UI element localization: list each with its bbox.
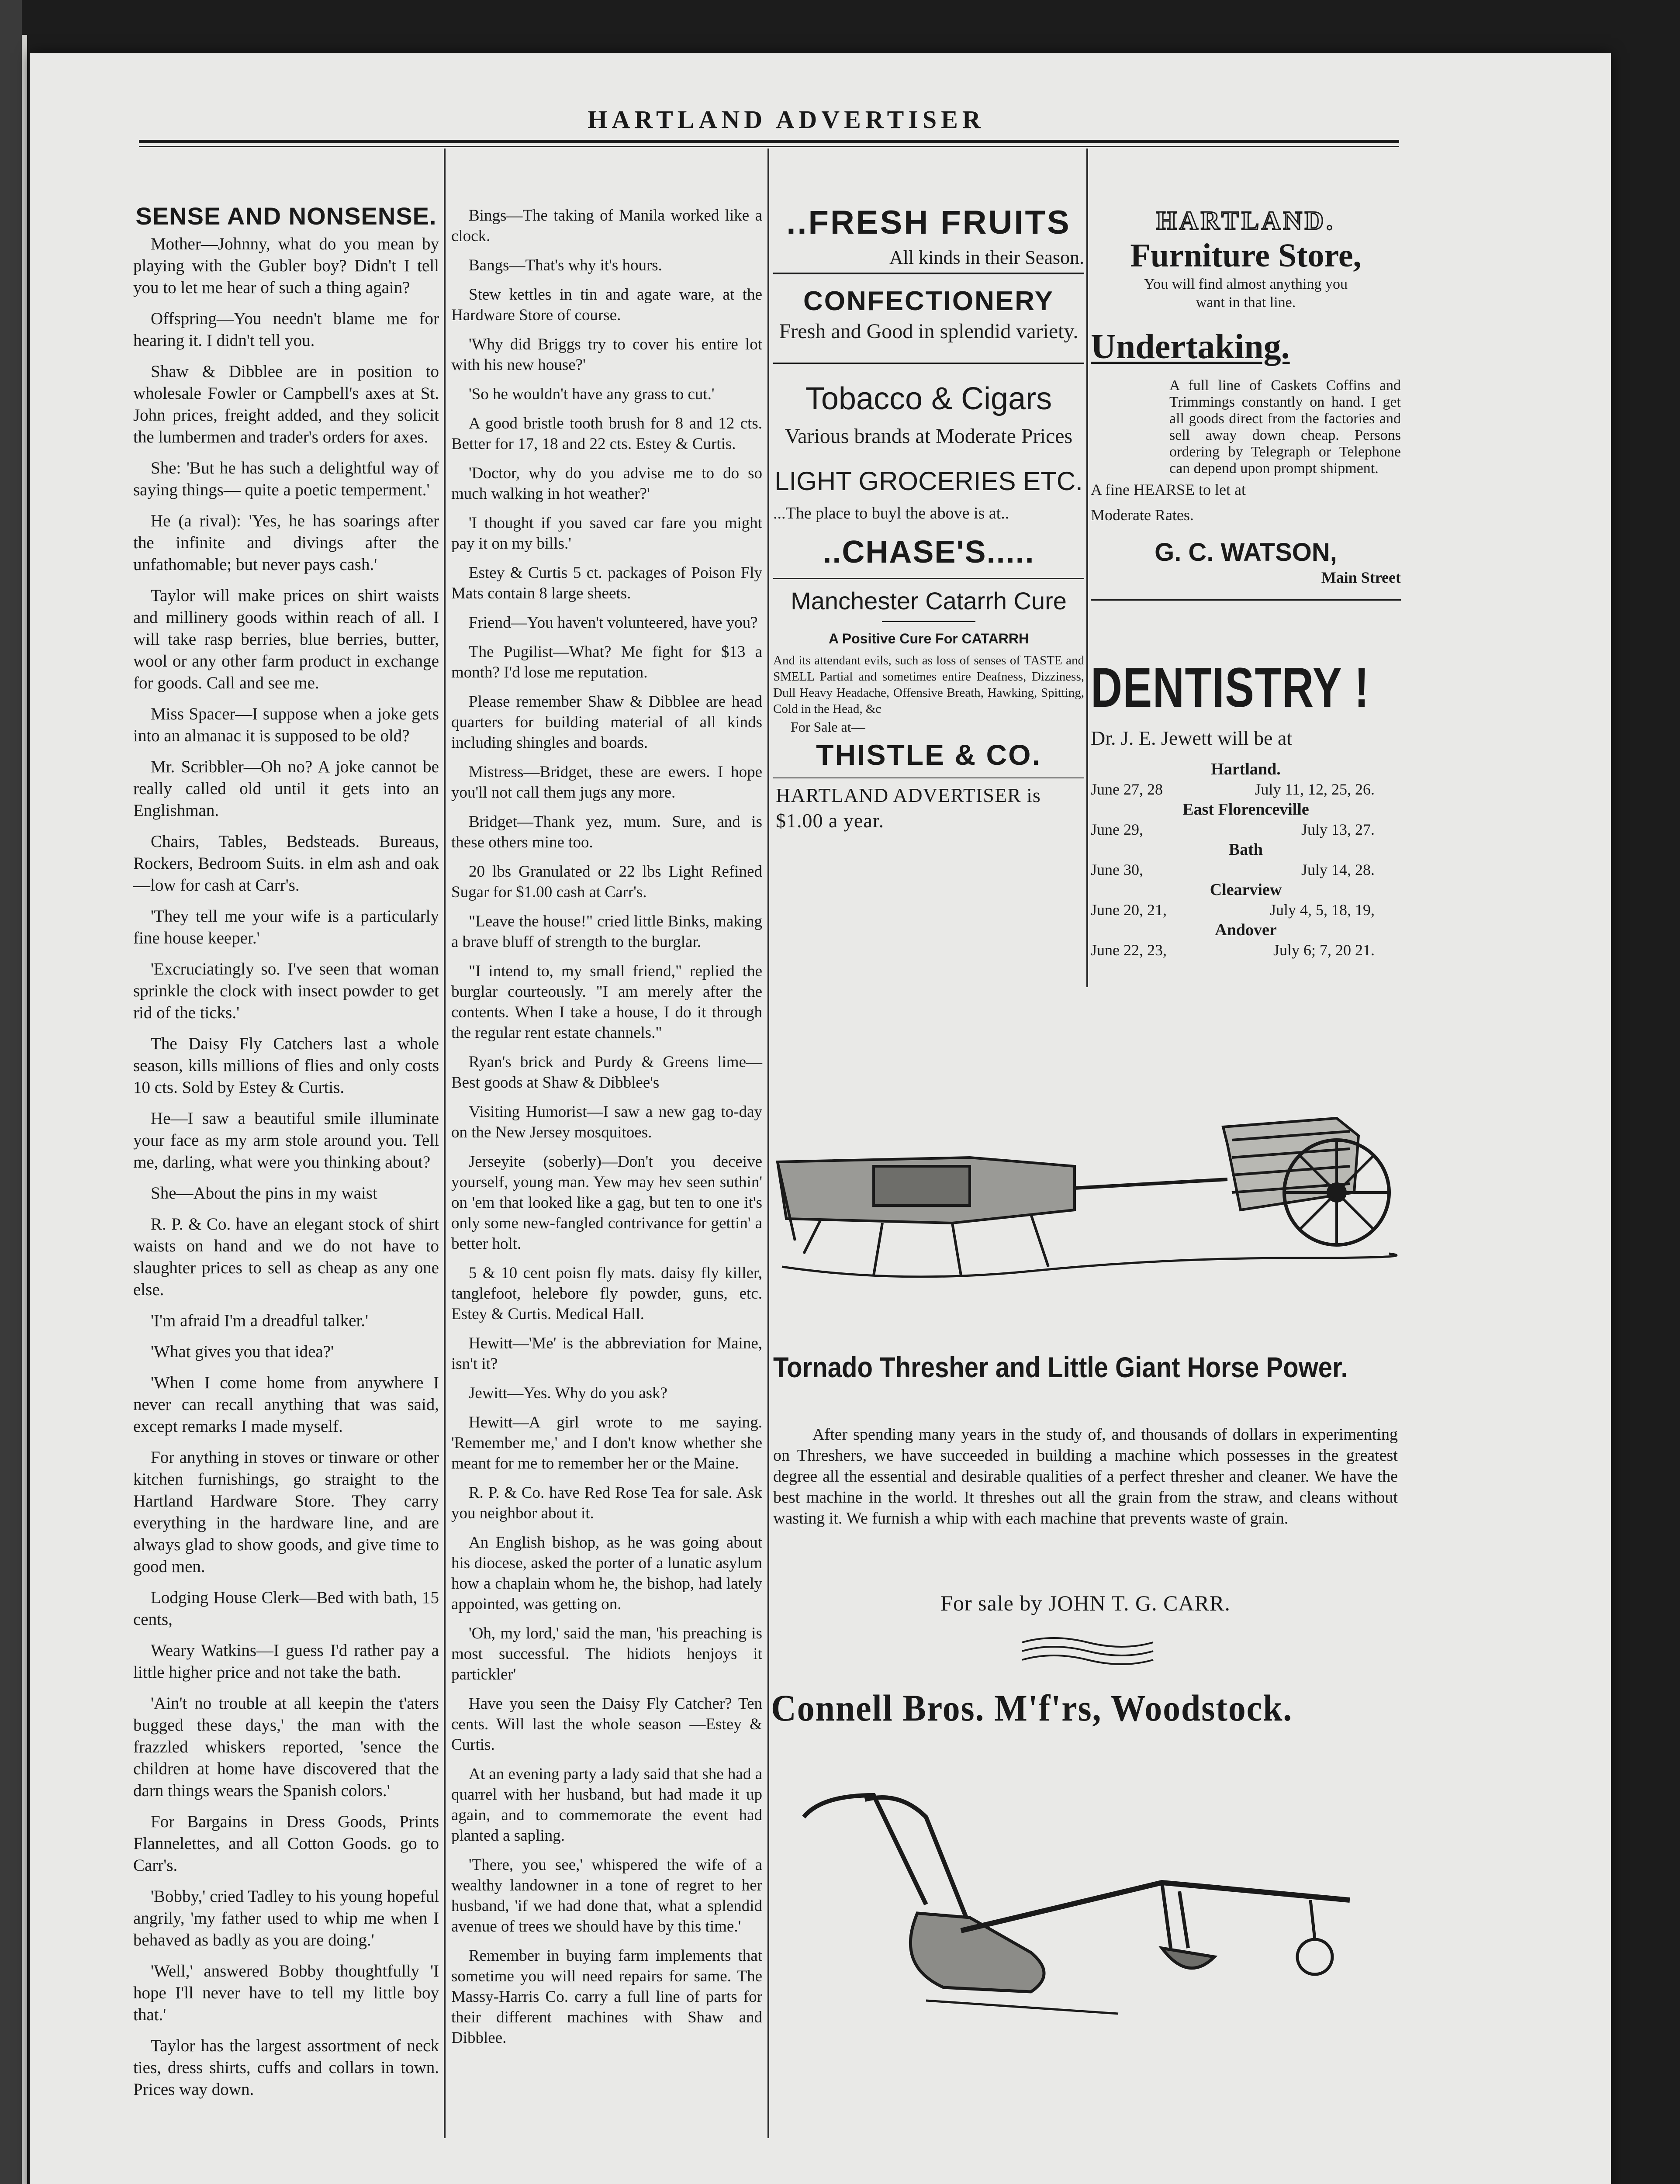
ad-divider: [773, 578, 1084, 579]
article-paragraph: He—I saw a beautiful smile illuminate your face as my arm stole around you. Tell me, darling, what were you thinking about?: [133, 1109, 439, 1171]
confectionery-subtitle: Fresh and Good in splendid variety.: [779, 320, 1079, 343]
schedule-july-dates: July 13, 27.: [1301, 821, 1375, 838]
thresher-maker: Connell Bros. M'f'rs, Woodstock.: [771, 1687, 1293, 1729]
article-paragraph: 'Doctor, why do you advise me to do so much walking in hot weather?': [451, 464, 762, 503]
article-paragraph: 'Well,' answered Bobby thoughtfully 'I hope I'll never have to tell my little boy that.': [133, 1962, 439, 2024]
article-paragraph: Jewitt—Yes. Why do you ask?: [469, 1384, 667, 1402]
article-paragraph: Shaw & Dibblee are in position to wholesale Fowler or Campbell's axes at St. John prices, freight added, and they solicit the lumbermen and trader's orders for axes.: [133, 362, 439, 446]
thistle-store-name: THISTLE & CO.: [816, 739, 1041, 771]
tobacco-subtitle: Various brands at Moderate Prices: [785, 425, 1073, 448]
article-paragraph: 'There, you see,' whispered the wife of a wealthy landowner in a tone of regret to her husband, 'if we had done that, what a splendid avenue of trees we should have by this time.': [451, 1856, 762, 1935]
chase-advertisement: [773, 205, 1084, 833]
article-paragraph: For anything in stoves or tinware or other kitchen furnishings, go straight to the Hartland Hardware Store. They carry everything in the hardware line, and are always glad to show goods, and give time to good men.: [133, 1448, 439, 1576]
article-paragraph: Chairs, Tables, Bedsteads. Bureaus, Rockers, Bedroom Suits. in elm ash and oak—low for cash at Carr's.: [133, 832, 439, 895]
schedule-july-dates: July 4, 5, 18, 19,: [1269, 901, 1375, 919]
schedule-june-dates: June 30,: [1091, 861, 1143, 878]
masthead-rule: [139, 140, 1399, 143]
article-paragraph: Bridget—Thank yez, mum. Sure, and is these others mine too.: [451, 813, 762, 851]
ad-divider-thin: [882, 621, 975, 622]
article-paragraph: Taylor will make prices on shirt waists and millinery goods within reach of all. I will take rasp berries, blue berries, butter, wool or any other farm product in exchange for goods. Call and see me.: [133, 586, 439, 692]
column-title: SENSE AND NONSENSE.: [135, 202, 437, 230]
article-paragraph: Stew kettles in tin and agate ware, at the Hardware Store of course.: [451, 286, 762, 324]
schedule-location: Hartland.: [1211, 760, 1281, 778]
undertaking-heading: Undertaking.: [1091, 328, 1290, 366]
article-paragraph: Ryan's brick and Purdy & Greens lime—Best goods at Shaw & Dibblee's: [451, 1053, 762, 1092]
schedule-june-dates: June 27, 28: [1091, 781, 1163, 798]
schedule-july-dates: July 11, 12, 25, 26.: [1255, 781, 1375, 798]
furniture-store-heading: Furniture Store,: [1130, 237, 1362, 274]
article-paragraph: 'I thought if you saved car fare you might pay it on my bills.': [451, 514, 762, 553]
article-paragraph: Bangs—That's why it's hours.: [469, 256, 662, 274]
article-paragraph: Offspring—You needn't blame me for hearing it. I didn't tell you.: [133, 309, 439, 350]
article-paragraph: She: 'But he has such a delightful way of saying things— quite a poetic temperment.': [133, 459, 439, 499]
article-paragraph: Friend—You haven't volunteered, have you?: [469, 614, 758, 632]
article-paragraph: 'When I come home from anywhere I never can recall anything that was said, except remarks I made myself.: [133, 1373, 439, 1436]
chase-store-name: ..CHASE'S.....: [823, 535, 1035, 570]
article-paragraph: 'What gives you that idea?': [151, 1342, 334, 1361]
ornament-flourish: [1018, 1634, 1158, 1669]
article-paragraph: 'Why did Briggs try to cover his entire lot with his new house?': [451, 335, 762, 374]
article-paragraph: At an evening party a lady said that she had a quarrel with her husband, but had made it up again, and to commemorate the event had planted a sapling.: [451, 1765, 762, 1845]
schedule-location: Andover: [1215, 921, 1277, 939]
article-paragraph: Jerseyite (soberly)—Don't you deceive yourself, young man. Yew may hev seen suthin' on 'em that looked like a gag, but ten to one it's only some new-fangled contrivance for gettin' a better holt.: [451, 1153, 762, 1253]
schedule-july-dates: July 14, 28.: [1301, 861, 1375, 878]
ad-divider: [1091, 599, 1401, 601]
schedule-location: Bath: [1228, 840, 1263, 859]
schedule-location: East Florenceville: [1182, 800, 1309, 819]
article-paragraph: Weary Watkins—I guess I'd rather pay a little higher price and not take the bath.: [133, 1641, 439, 1682]
article-paragraph: 'So he wouldn't have any grass to cut.': [469, 385, 715, 403]
watson-furniture-advertisement: [1091, 205, 1401, 607]
article-paragraph: 'I'm afraid I'm a dreadful talker.': [151, 1311, 369, 1330]
proprietor-name: G. C. WATSON,: [1155, 538, 1337, 567]
article-paragraph: 'Excruciatingly so. I've seen that woman sprinkle the clock with insect powder to get rid of the ticks.': [133, 960, 439, 1022]
previous-page-edge: [22, 35, 27, 2184]
hartland-heading: HARTLAND.: [1156, 206, 1336, 235]
article-paragraph: An English bishop, as he was going about his diocese, asked the porter of a lunatic asylum how a chaplain whom he, the bishop, had lately appointed, was getting on.: [451, 1534, 762, 1613]
proprietor-street: Main Street: [1321, 569, 1401, 586]
column-rule-1: [444, 149, 446, 2138]
for-sale-label: For Sale at—: [791, 719, 865, 735]
article-paragraph: Miss Spacer—I suppose when a joke gets into an almanac it is supposed to be old?: [133, 705, 439, 745]
article-paragraph: Have you seen the Daisy Fly Catcher? Ten cents. Will last the whole season —Estey & Curtis.: [451, 1695, 762, 1754]
schedule-dates-row: [1091, 779, 1401, 799]
article-paragraph: "Leave the house!" cried little Binks, making a brave bluff of strength to the burglar.: [451, 912, 762, 951]
dentistry-heading: DENTISTRY !: [1091, 657, 1370, 719]
article-paragraph: 20 lbs Granulated or 22 lbs Light Refined Sugar for $1.00 cash at Carr's.: [451, 863, 762, 901]
catarrh-heading: Manchester Catarrh Cure: [791, 587, 1067, 615]
schedule-dates-row: [1091, 940, 1401, 960]
confectionery-heading: CONFECTIONERY: [803, 286, 1054, 316]
article-paragraph: The Pugilist—What? Me fight for $13 a month? I'd lose me reputation.: [451, 643, 762, 681]
article-paragraph: A good bristle tooth brush for 8 and 12 cts. Better for 17, 18 and 22 cts. Estey & Curtis.: [451, 415, 762, 453]
undertaking-description: A full line of Caskets Coffins and Trimmings constantly on hand. I get all goods direct from the factories and sell away down cheap. Persons ordering by Telegraph or Telephone can depend upon prompt shipment.: [1169, 377, 1401, 477]
article-paragraph: 'Bobby,' cried Tadley to his young hopeful angrily, 'my father used to whip me when I behaved as badly as you are doing.': [133, 1887, 439, 1949]
article-paragraph: 5 & 10 cent poisn fly mats. daisy fly killer, tanglefoot, helebore fly powder, guns, etc. Estey & Curtis. Medical Hall.: [451, 1264, 762, 1323]
fresh-fruits-heading: ..FRESH FRUITS: [786, 204, 1071, 241]
article-paragraph: She—About the pins in my waist: [151, 1184, 377, 1203]
schedule-location: Clearview: [1210, 881, 1282, 899]
schedule-june-dates: June 29,: [1091, 821, 1143, 838]
schedule-july-dates: July 6; 7, 20 21.: [1273, 941, 1375, 959]
article-paragraph: Remember in buying farm implements that sometime you will need repairs for same. The Massy-Harris Co. carry a full line of parts for their different machines with Shaw and Dibblee.: [451, 1947, 762, 2047]
schedule-dates-row: [1091, 860, 1401, 880]
article-paragraph: Bings—The taking of Manila worked like a clock.: [451, 207, 762, 245]
masthead-rule-thin: [139, 146, 1399, 147]
article-paragraph: Mistress—Bridget, these are ewers. I hope you'll not call them jugs any more.: [451, 763, 762, 802]
tobacco-heading: Tobacco & Cigars: [805, 381, 1052, 416]
dentistry-advertisement: [1091, 655, 1401, 960]
schedule-dates-row: [1091, 900, 1401, 920]
schedule-dates-row: [1091, 819, 1401, 840]
article-paragraph: Mother—Johnny, what do you mean by playing with the Gubler boy? Didn't I tell you to let me hear of such a thing again?: [133, 235, 439, 297]
column-sense-and-nonsense: [133, 202, 439, 2110]
groceries-subtitle: ...The place to buyl the above is at..: [773, 504, 1009, 522]
thresher-seller: For sale by JOHN T. G. CARR.: [940, 1591, 1231, 1615]
thresher-heading: Tornado Thresher and Little Giant Horse Power.: [773, 1351, 1348, 1383]
article-paragraph: R. P. & Co. have an elegant stock of shirt waists on hand and we do not have to slaughter prices to sell as cheap as any one else.: [133, 1215, 439, 1299]
dentist-schedule: [1091, 759, 1401, 960]
hearse-notice: A fine HEARSE to let at Moderate Rates.: [1091, 481, 1246, 524]
groceries-heading: LIGHT GROCERIES ETC.: [774, 467, 1083, 496]
scan-border-left: [0, 0, 22, 2184]
subscription-notice: HARTLAND ADVERTISER is $1.00 a year.: [776, 784, 1041, 832]
article-paragraph: Hewitt—'Me' is the abbreviation for Maine, isn't it?: [451, 1334, 762, 1373]
furniture-store-subtitle: You will find almost anything you want in that line.: [1144, 276, 1348, 311]
article-paragraph: For Bargains in Dress Goods, Prints Flannelettes, and all Cotton Goods. go to Carr's.: [133, 1812, 439, 1875]
catarrh-subheading: A Positive Cure For CATARRH: [828, 631, 1029, 646]
article-paragraph: Visiting Humorist—I saw a new gag to-day on the New Jersey mosquitoes.: [451, 1103, 762, 1141]
thresher-illustration: [769, 1109, 1398, 1306]
schedule-june-dates: June 22, 23,: [1091, 941, 1167, 959]
thresher-description: After spending many years in the study of, and thousands of dollars in experimenting on Threshers, we have succeeded in building a machine which possesses in the greatest degree all the essential and desirable qualities of a perfect thresher and cleaner. We have the best machine in the world. It threshes out all the grain from the straw, and cleans without wasting it. We furnish a whip with each machine that prevents waste of grain.: [773, 1425, 1398, 1527]
article-paragraph: R. P. & Co. have Red Rose Tea for sale. Ask you neighbor about it.: [451, 1484, 762, 1522]
fresh-fruits-subtitle: All kinds in their Season.: [773, 245, 1084, 274]
article-paragraph: Hewitt—A girl wrote to me saying. 'Remember me,' and I don't know whether she meant for me to remember her or the Maine.: [451, 1413, 762, 1472]
article-paragraph: 'Oh, my lord,' said the man, 'his preaching is most successful. The hidiots henjoys it partickler': [451, 1624, 762, 1683]
article-paragraph: Estey & Curtis 5 ct. packages of Poison Fly Mats contain 8 large sheets.: [451, 564, 762, 602]
article-paragraph: Mr. Scribbler—Oh no? A joke cannot be really called old until it gets into an Englishman.: [133, 757, 439, 820]
dentist-name: Dr. J. E. Jewett will be at: [1091, 727, 1293, 749]
column-jokes-and-notices: [451, 205, 762, 2057]
plow-illustration: [786, 1782, 1389, 2027]
article-paragraph: 'Ain't no trouble at all keepin the t'aters bugged these days,' the man with the frazzled whiskers reported, 'sence the children at home have discovered that the darn things wears the Spanish colors.': [133, 1694, 439, 1800]
article-paragraph: The Daisy Fly Catchers last a whole season, kills millions of flies and only costs 10 cts. Sold by Estey & Curtis.: [133, 1034, 439, 1097]
article-paragraph: 'They tell me your wife is a particularly fine house keeper.': [133, 907, 439, 947]
article-paragraph: He (a rival): 'Yes, he has soarings after the infinite and divings after the unfathomable; but never pays cash.': [133, 511, 439, 574]
schedule-june-dates: June 20, 21,: [1091, 901, 1167, 919]
article-paragraph: "I intend to, my small friend," replied the burglar courteously. "I am merely after the contents. When I take a house, I do it through the regular rent estate channels.": [451, 962, 762, 1042]
article-paragraph: Please remember Shaw & Dibblee are head quarters for building material of all kinds including shingles and boards.: [451, 693, 762, 752]
article-paragraph: Lodging House Clerk—Bed with bath, 15 cents,: [133, 1588, 439, 1629]
masthead: HARTLAND ADVERTISER: [588, 105, 985, 134]
ad-divider: [773, 363, 1084, 364]
article-paragraph: Taylor has the largest assortment of neck ties, dress shirts, cuffs and collars in town. Prices way down.: [133, 2036, 439, 2099]
column-rule-3: [1086, 149, 1088, 987]
catarrh-description: And its attendant evils, such as loss of senses of TASTE and SMELL Partial and sometimes entire Deafness, Dizziness, Dull Heavy Headache, Offensive Breath, Hawking, Spitting, Cold in the Head, &c: [773, 653, 1084, 716]
